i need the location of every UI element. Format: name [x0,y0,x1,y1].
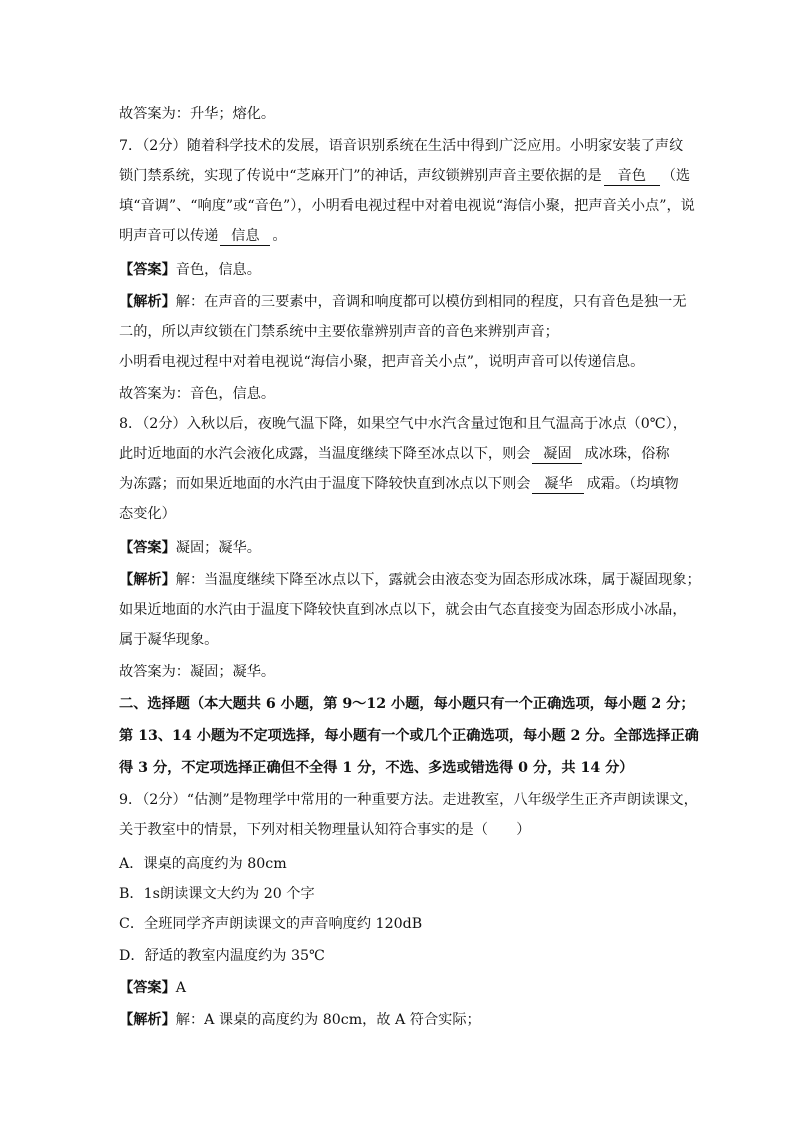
q9-option-d: D．舒适的教室内温度约为 35℃ [119,948,325,964]
q8-stem-line4: 态变化） [119,506,176,522]
q7-stem-line2 [119,166,691,186]
q9-option-c: C．全班同学齐声朗读课文的声音响度约 120dB [119,916,423,932]
q8-blank2: 凝华 [532,476,584,494]
q9-answer [119,978,679,998]
q9-analysis-text1: 解：A 课桌的高度约为 80cm，故 A 符合实际； [175,1012,481,1028]
q8-stem-line2 [119,444,679,464]
q9-answer-text: A [175,980,187,996]
q7-stem-line1: 7．（2分）随着科学技术的发展，语音识别系统在生活中得到广泛应用。小明家安装了声纹 [119,138,684,154]
q9-option-a: A．课桌的高度约为 80cm [119,856,287,872]
analysis-tag: 【解析】 [119,1012,176,1028]
q7-stem-line4 [119,226,679,246]
q7-stem-line4-post: 。 [272,228,287,244]
q7-stem-line3: 填“音调”、“响度”或“音色”），小明看电视过程中对着电视说“海信小聚，把声音关小点”，说 [119,198,695,214]
q9-stem-line1: 9．（2分）“估测”是物理学中常用的一种重要方法。走进教室，八年级学生正齐声朗读课文， [119,792,698,808]
q7-answer [119,260,679,280]
analysis-tag: 【解析】 [119,572,176,588]
q7-stem-line2-post: （选 [661,168,691,184]
q7-analysis-text1: 解：在声音的三要素中，音调和响度都可以模仿到相同的程度，只有音色是独一无 [175,294,687,310]
q8-stem-line3 [119,474,679,494]
answer-tag: 【答案】 [119,262,176,278]
section2-heading-line2: 第 13、14 小题为不定项选择，每小题有一个或几个正确选项，每小题 2 分。全部选择正确 [119,728,699,744]
q8-answer-text: 凝固；凝华。 [175,540,261,556]
q9-stem-line2: 关于教室中的情景，下列对相关物理量认知符合事实的是（ ） [119,822,531,838]
q8-stem-line3-post: 成霜。（均填物 [586,476,679,492]
q8-analysis-text1: 解：当温度继续下降至冰点以下，露就会由液态变为固态形成冰珠，属于凝固现象； [175,572,701,588]
q8-analysis-line1 [119,570,701,590]
q7-final-answer: 故答案为：音色，信息。 [119,386,276,402]
section2-heading-line1: 二、选择题（本大题共 6 小题，第 9～12 小题，每小题只有一个正确选项，每小题 2 分； [119,696,695,712]
q8-analysis-line2: 如果近地面的水汽由于温度下降较快直到冰点以下，就会由气态直接变为固态形成小冰晶， [119,602,687,618]
section2-heading-line3: 得 3 分，不定项选择正确但不全得 1 分，不选、多选或错选得 0 分，共 14 分） [119,760,634,776]
q7-stem-line4-pre: 明声音可以传递 [119,228,219,244]
q9-option-b: B．1s朗读课文大约为 20 个字 [119,886,315,902]
q8-answer [119,538,679,558]
q7-analysis-line3: 小明看电视过程中对着电视说“海信小聚，把声音关小点”，说明声音可以传递信息。 [119,354,645,370]
q7-blank1: 音色 [604,168,660,186]
q8-final-answer: 故答案为：凝固；凝华。 [119,664,276,680]
q7-analysis-line1 [119,292,687,312]
q9-analysis-line1 [119,1010,679,1030]
q7-answer-text: 音色，信息。 [175,262,261,278]
q8-stem-line1: 8．（2分）入秋以后，夜晚气温下降，如果空气中水汽含量过饱和且气温高于冰点（0℃）， [119,416,687,432]
q7-blank2: 信息 [220,228,270,246]
analysis-tag: 【解析】 [119,294,176,310]
q6-final-answer: 故答案为：升华；熔化。 [119,106,276,122]
q8-stem-line2-post: 成冰珠，俗称 [584,446,670,462]
q8-stem-line3-pre: 为冻露；而如果近地面的水汽由于温度下降较快直到冰点以下则会 [119,476,531,492]
answer-tag: 【答案】 [119,540,176,556]
q8-stem-line2-pre: 此时近地面的水汽会液化成露，当温度继续下降至冰点以下，则会 [119,446,531,462]
q8-blank1: 凝固 [532,446,582,464]
q8-analysis-line3: 属于凝华现象。 [119,632,219,648]
q7-analysis-line2: 二的，所以声纹锁在门禁系统中主要依靠辨别声音的音色来辨别声音； [119,324,559,340]
q7-stem-line2-pre: 锁门禁系统，实现了传说中“芝麻开门”的神话，声纹锁辨别声音主要依据的是 [119,168,602,184]
answer-tag: 【答案】 [119,980,176,996]
